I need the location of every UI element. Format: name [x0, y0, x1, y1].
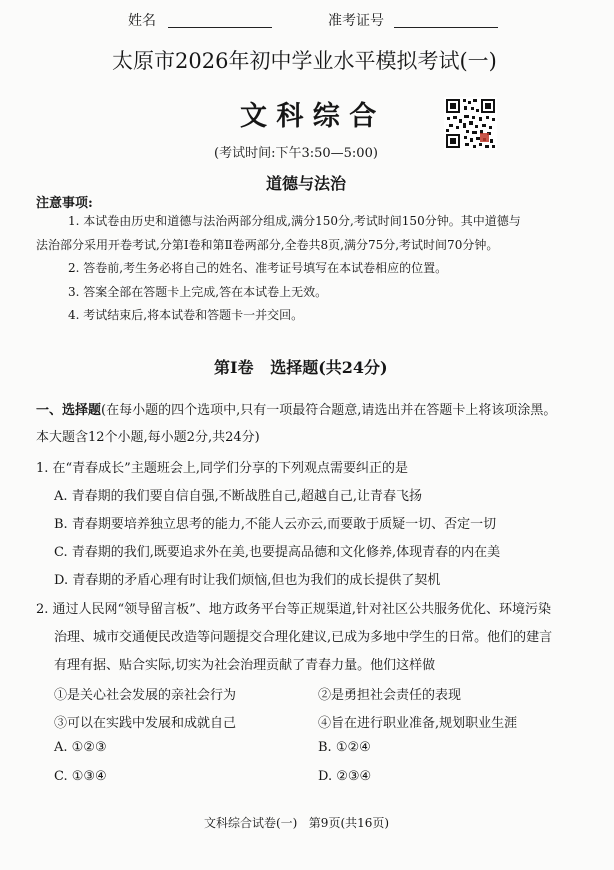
instructions-line1	[36, 399, 556, 418]
q2-statement: ③可以在实践中发展和成就自己	[54, 716, 237, 731]
exam-title: 太原市2026年初中学业水平模拟考试(一)	[112, 49, 497, 73]
instructions-rest: (在每小题的四个选项中,只有一项最符合题意,请选出并在答题卡上将该项涂黑。	[101, 403, 557, 418]
page-footer: 文科综合试卷(一) 第9页(共16页)	[204, 816, 390, 830]
notes-item: 法治部分采用开卷考试,分第Ⅰ卷和第Ⅱ卷两部分,全卷共8页,满分75分,考试时间70分钟。	[36, 238, 499, 252]
notes-item: 1. 本试卷由历史和道德与法治两部分组成,满分150分,考试时间150分钟。其中道德与	[68, 214, 521, 228]
q1-option: C. 青春期的我们,既要追求外在美,也要提高品德和文化修养,体现青春的内在美	[54, 545, 501, 560]
q2-choice-b: B. ①②④	[318, 740, 371, 755]
q2-stem-line: 2. 通过人民网“领导留言板”、地方政务平台等正规渠道,针对社区公共服务优化、环境污染	[36, 602, 551, 617]
q1-option: D. 青春期的矛盾心理有时让我们烦恼,但也为我们的成长提供了契机	[54, 573, 441, 588]
notes-item: 4. 考试结束后,将本试卷和答题卡一并交回。	[68, 308, 304, 322]
notes-item: 2. 答卷前,考生务必将自己的姓名、准考证号填写在本试卷相应的位置。	[68, 261, 448, 275]
name-field-line[interactable]	[168, 27, 272, 28]
q2-choice-c: C. ①③④	[54, 769, 107, 784]
q2-stem-line: 有理有据、贴合实际,切实为社会治理贡献了青春力量。他们这样做	[54, 658, 436, 673]
q2-statement: ④旨在进行职业准备,规划职业生涯	[318, 716, 518, 731]
name-label: 姓名	[128, 13, 156, 29]
exam-time: (考试时间:下午3:50—5:00)	[214, 146, 378, 161]
q2-stem-line: 治理、城市交通便民改造等问题提交合理化建议,已成为多地中学生的日常。他们的建言	[54, 630, 553, 645]
instructions-line2: 本大题含12个小题,每小题2分,共24分)	[36, 430, 260, 445]
part-title: 第Ⅰ卷 选择题(共24分)	[214, 358, 388, 377]
exam-id-label: 准考证号	[328, 13, 384, 29]
q2-statement: ②是勇担社会责任的表现	[318, 688, 462, 703]
section-title: 道德与法治	[266, 174, 347, 193]
subject-title: 文 科 综 合	[240, 101, 377, 132]
q1-option: B. 青春期要培养独立思考的能力,不能人云亦云,而要敢于质疑一切、否定一切	[54, 517, 497, 532]
q1-option: A. 青春期的我们要自信自强,不断战胜自己,超越自己,让青春飞扬	[54, 489, 423, 504]
exam-id-field-line[interactable]	[394, 27, 498, 28]
q2-choice-a: A. ①②③	[54, 740, 107, 755]
q2-choice-d: D. ②③④	[318, 769, 372, 784]
notes-item: 3. 答案全部在答题卡上完成,答在本试卷上无效。	[68, 285, 328, 299]
instructions-lead: 一、选择题	[36, 403, 102, 418]
q1-stem: 1. 在“青春成长”主题班会上,同学们分享的下列观点需要纠正的是	[36, 461, 408, 476]
notes-heading: 注意事项:	[36, 196, 93, 211]
q2-statement: ①是关心社会发展的亲社会行为	[54, 688, 237, 703]
qr-code-icon	[444, 97, 497, 150]
